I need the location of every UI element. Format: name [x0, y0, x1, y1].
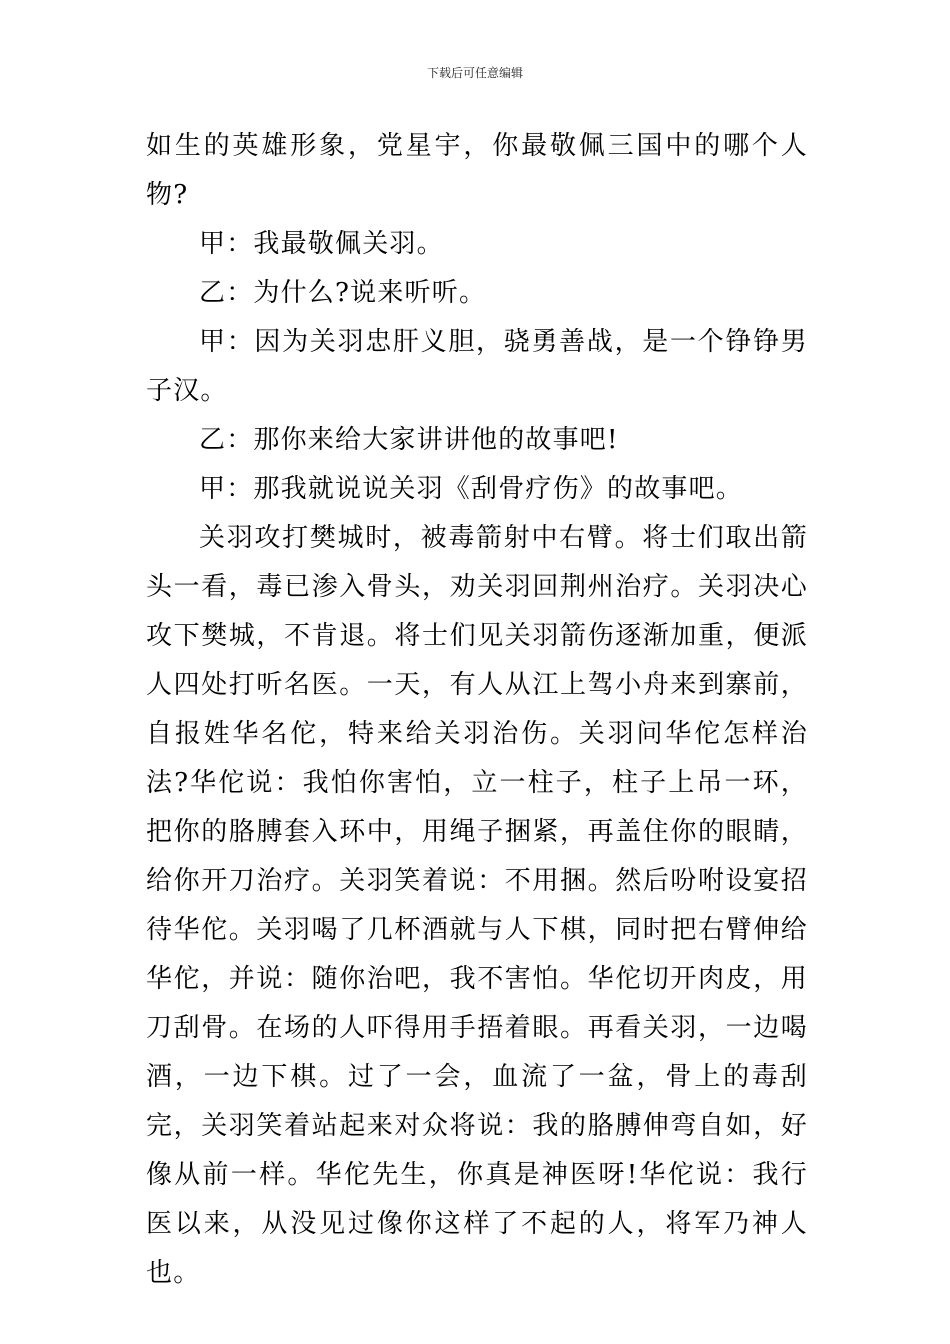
- paragraph-dialogue-jia-3: 甲：那我就说说关羽《刮骨疗伤》的故事吧。: [199, 474, 744, 504]
- paragraph-story: 关羽攻打樊城时，被毒箭射中右臂。将士们取出箭头一看，毒已渗入骨头，劝关羽回荆州治疗。关羽决心攻下樊城，不肯退。将士们见关羽箭伤逐渐加重，便派人四处打听名医。一天，有人从江上驾小舟来到寨前，自报姓华名佗，特来给关羽治伤。关羽问华佗怎样治法?华佗说：我怕你害怕，立一柱子，柱子上吊一环，把你的胳膊套入环中，用绳子捆紧，再盖住你的眼睛，给你开刀治疗。关羽笑着说：不用捆。然后吩咐设宴招待华佗。关羽喝了几杯酒就与人下棋，同时把右臂伸给华佗，并说：随你治吧，我不害怕。华佗切开肉皮，用刀刮骨。在场的人吓得用手捂着眼。再看关羽，一边喝酒，一边下棋。过了一会，血流了一盆，骨上的毒刮完，关羽笑着站起来对众将说：我的胳膊伸弯自如，好像从前一样。华佗先生，你真是神医呀!华佗说：我行医以来，从没见过像你这样了不起的人，将军乃神人也。: [146, 523, 808, 1288]
- paragraph-dialogue-jia-1: 甲：我最敬佩关羽。: [199, 229, 444, 259]
- paragraph-dialogue-yi-2: 乙：那你来给大家讲讲他的故事吧!: [199, 425, 619, 455]
- paragraph-dialogue-jia-2: 甲：因为关羽忠肝义胆，骁勇善战，是一个铮铮男子汉。: [146, 327, 808, 406]
- paragraph-opening-line: 如生的英雄形象，党星宇，你最敬佩三国中的哪个人物?: [146, 131, 808, 210]
- paragraph-dialogue-yi-1: 乙：为什么?说来听听。: [199, 278, 487, 308]
- document-body: [146, 122, 808, 1298]
- page-header: 下载后可任意编辑: [426, 66, 523, 80]
